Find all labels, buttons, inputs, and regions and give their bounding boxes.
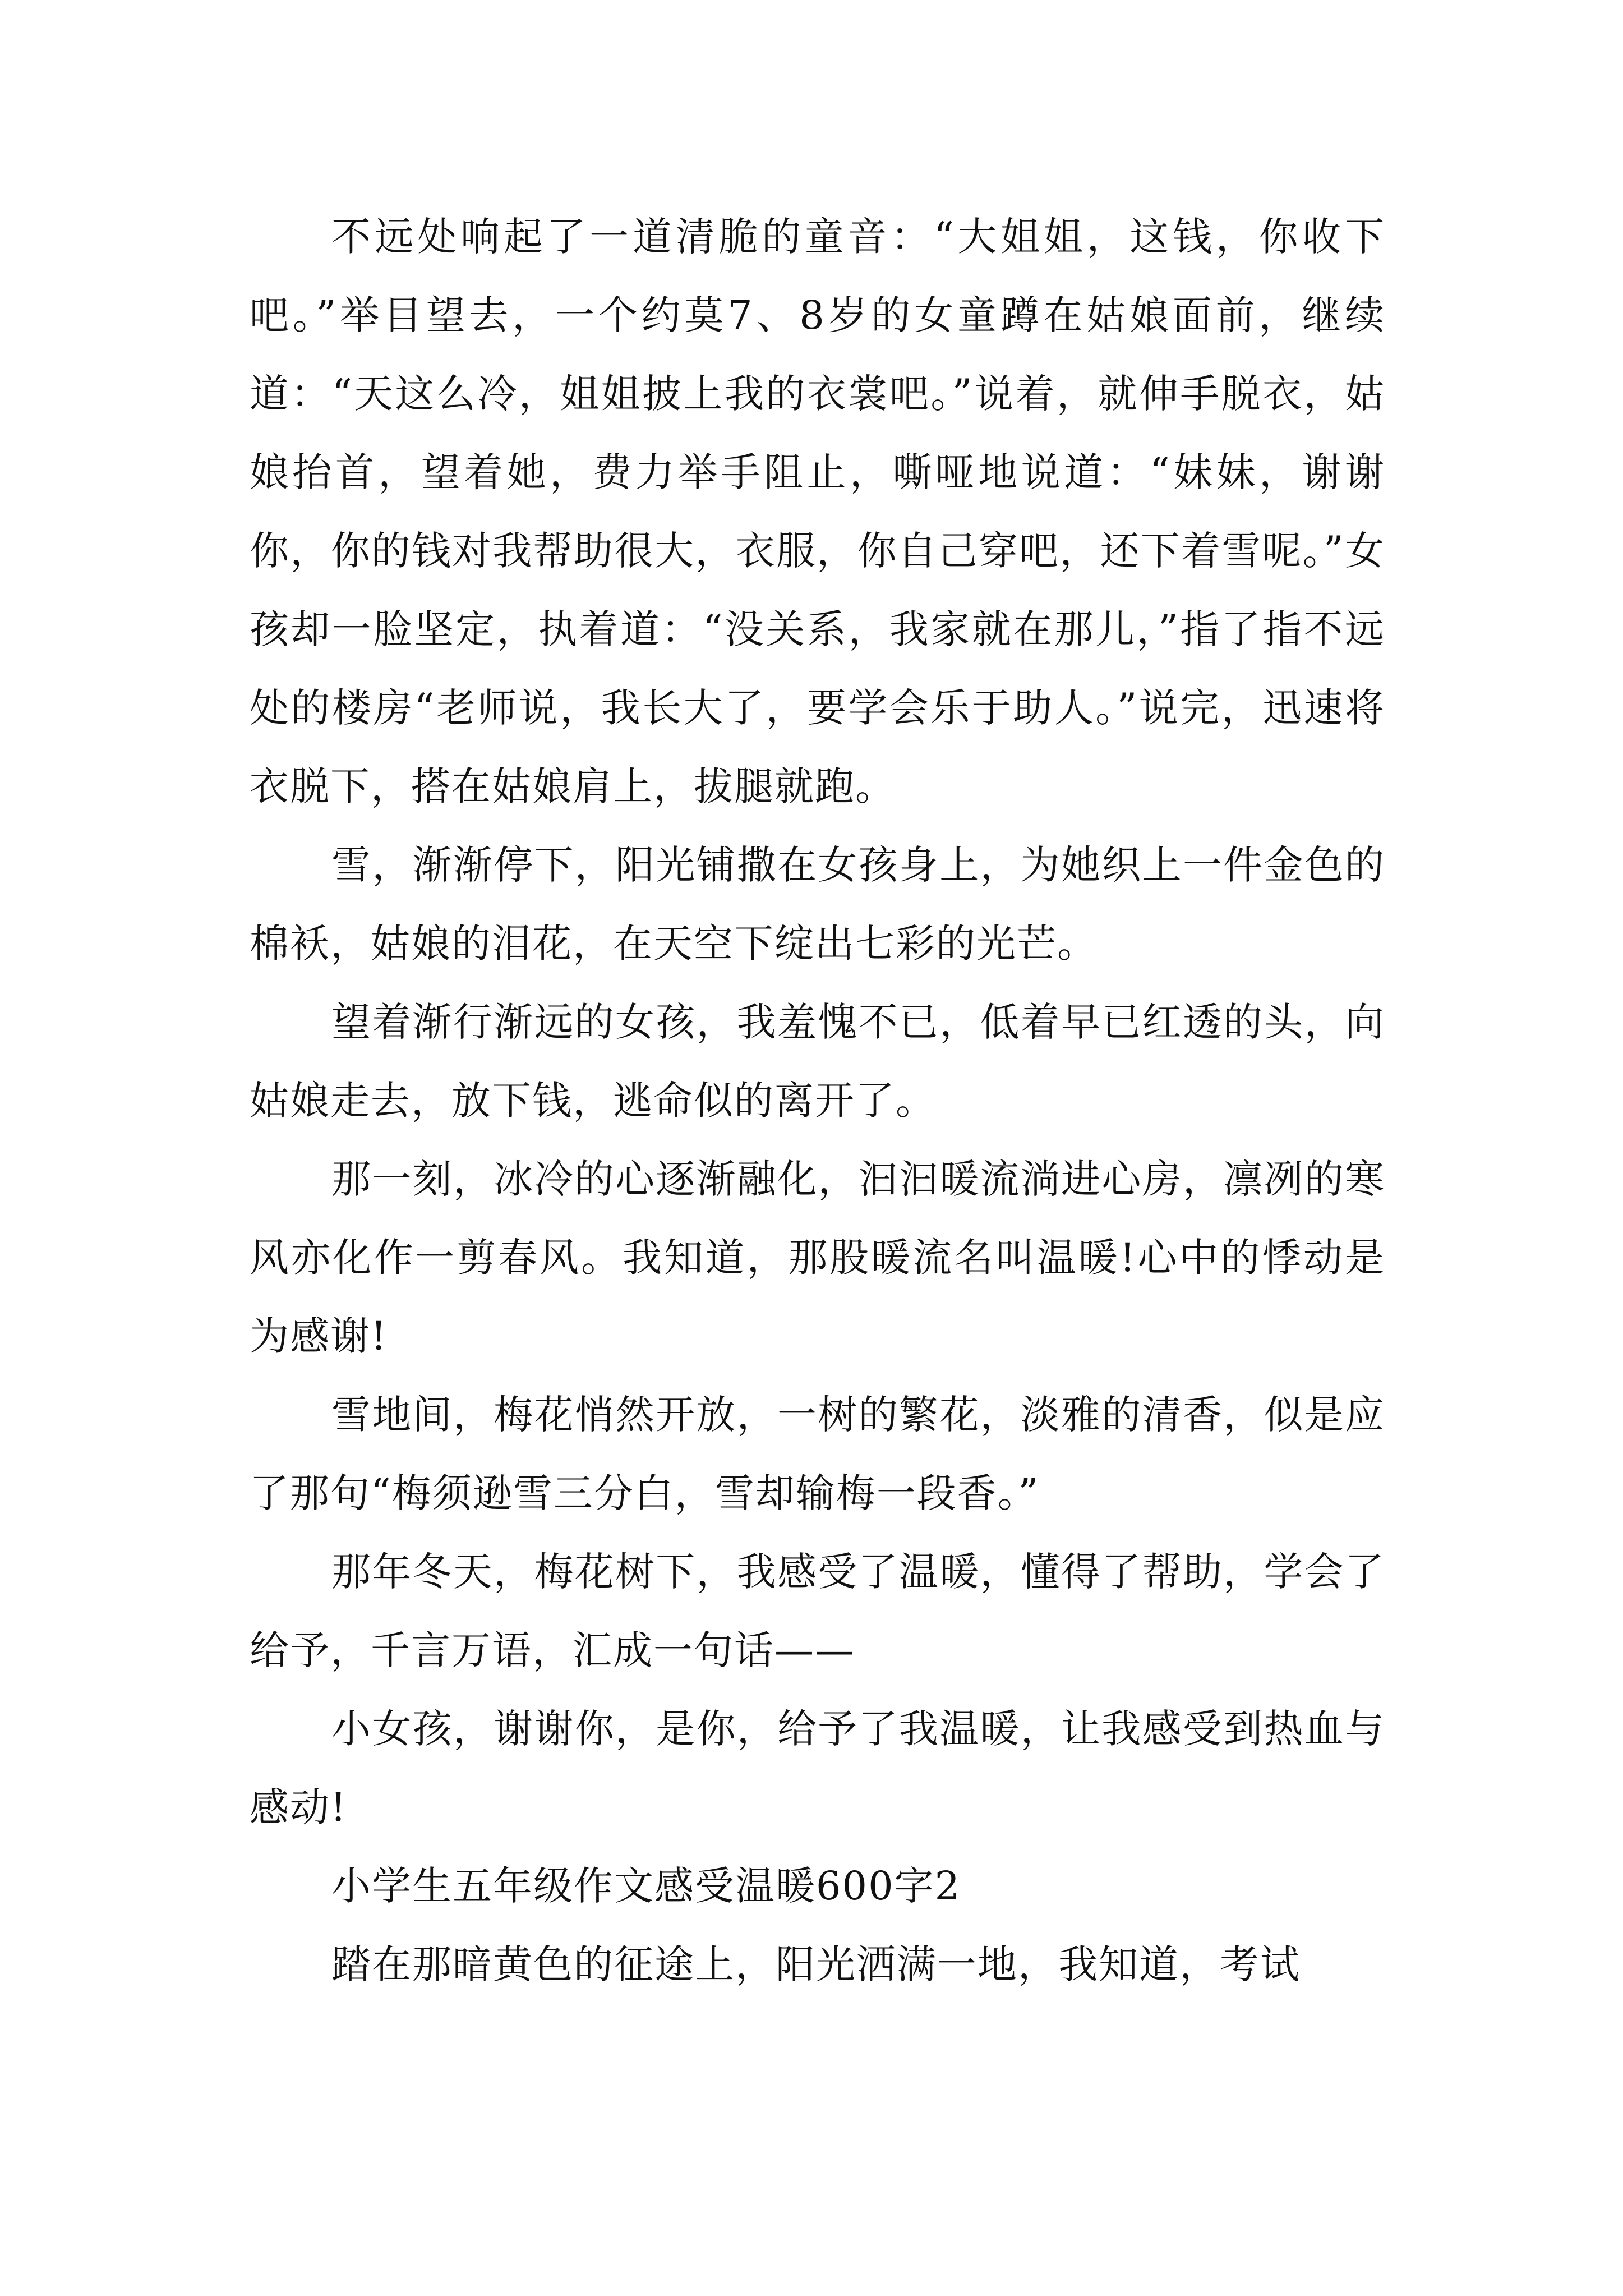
paragraph-7: 小女孩，谢谢你，是你，给予了我温暖，让我感受到热血与感动! <box>250 1706 1385 1830</box>
paragraph-8: 踏在那暗黄色的征途上，阳光洒满一地，我知道，考试 <box>331 1941 1301 1987</box>
paragraph-1: 不远处响起了一道清脆的童音：“大姐姐，这钱，你收下吧。”举目望去，一个约莫7、8岁的女童蹲在姑娘面前，继续道：“天这么冷，姐姐披上我的衣裳吧。”说着，就伸手脱衣，姑娘抬首，望着她，费力举手阻止，嘶哑地说道：“妹妹，谢谢你，你的钱对我帮助很大，衣服，你自己穿吧，还下着雪呢。”女孩却一脸坚定，执着道：“没关系，我家就在那儿，”指了指不远处的楼房“老师说，我长大了，要学会乐于助人。”说完，迅速将衣脱下，搭在姑娘肩上，拔腿就跑。 <box>250 214 1385 809</box>
paragraph-6: 那年冬天，梅花树下，我感受了温暖，懂得了帮助，学会了给予，千言万语，汇成一句话—— <box>250 1549 1385 1673</box>
section-title: 小学生五年级作文感受温暖600字2 <box>331 1863 961 1909</box>
paragraph-5: 雪地间，梅花悄然开放，一树的繁花，淡雅的清香，似是应了那句“梅须逊雪三分白，雪却输梅一段香。” <box>250 1392 1385 1516</box>
paragraph-2: 雪，渐渐停下，阳光铺撒在女孩身上，为她织上一件金色的棉袄，姑娘的泪花，在天空下绽出七彩的光芒。 <box>250 842 1385 967</box>
document-body <box>250 197 1385 2004</box>
paragraph-3: 望着渐行渐远的女孩，我羞愧不已，低着早已红透的头，向姑娘走去，放下钱，逃命似的离开了。 <box>250 999 1385 1124</box>
paragraph-4: 那一刻，冰冷的心逐渐融化，汩汩暖流淌进心房，凛冽的寒风亦化作一剪春风。我知道，那股暖流名叫温暖!心中的悸动是为感谢! <box>250 1156 1385 1359</box>
